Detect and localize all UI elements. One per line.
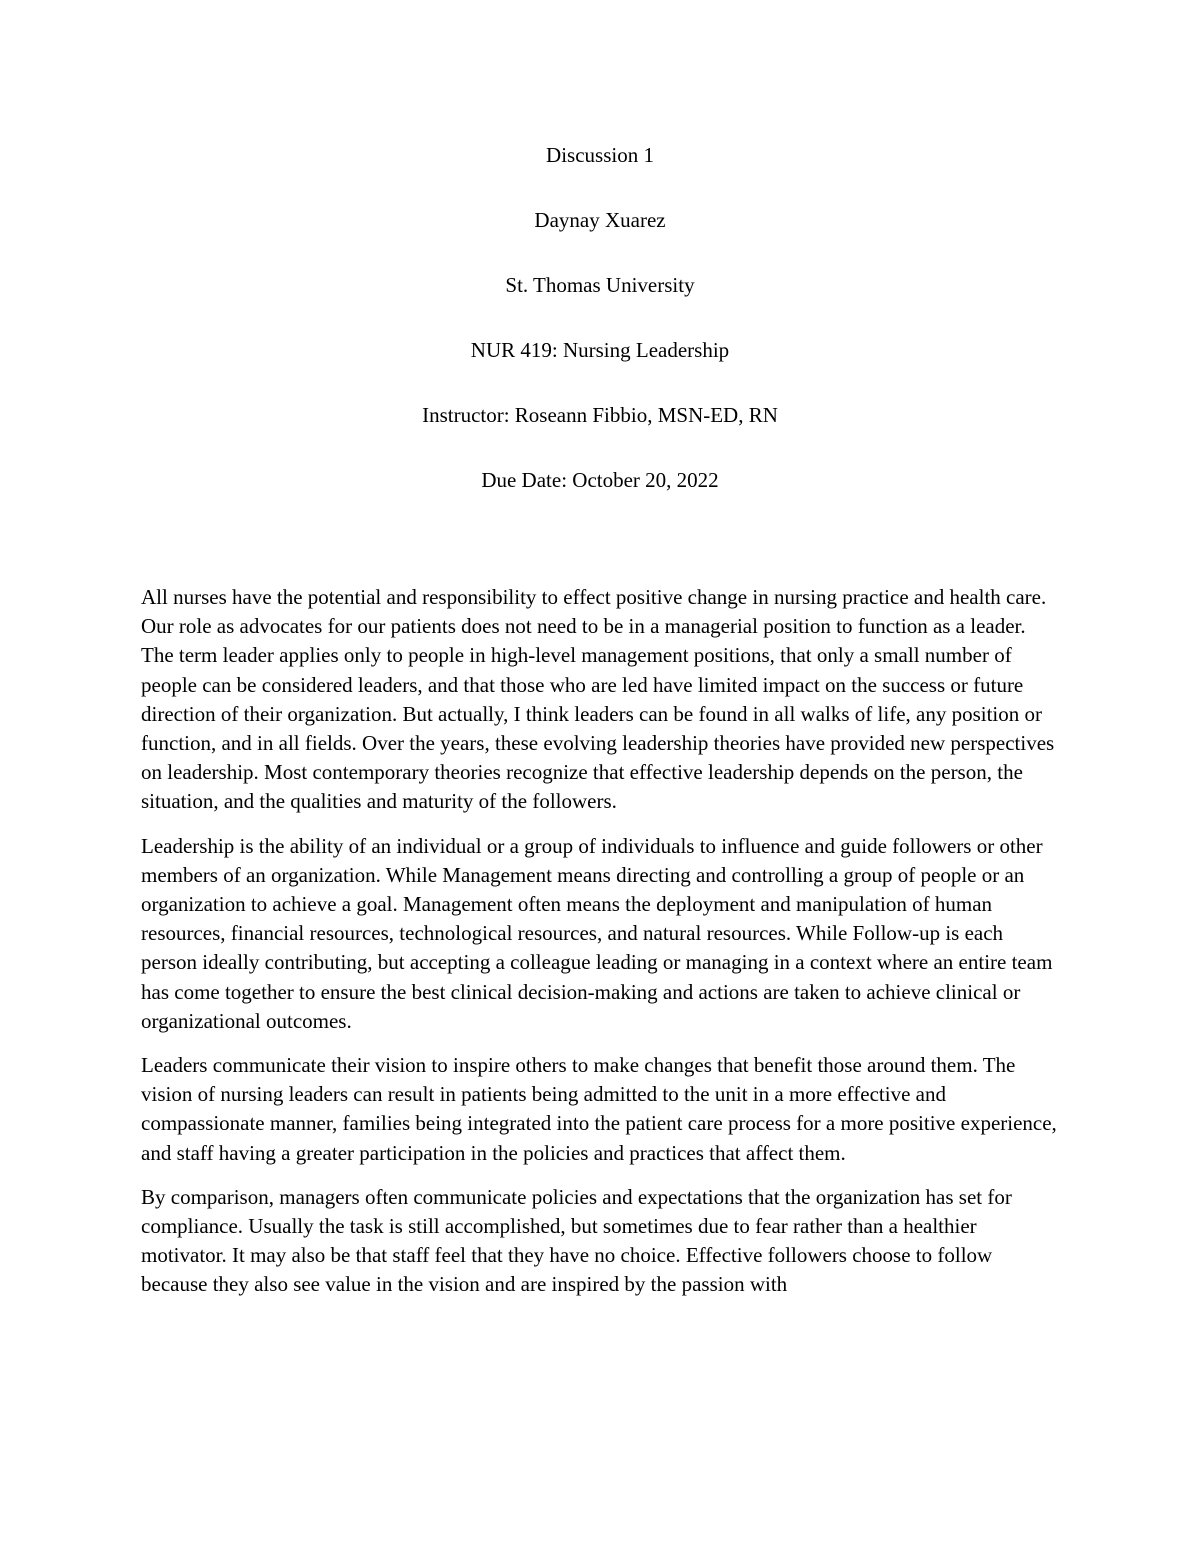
paragraph-2: Leadership is the ability of an individual or a group of individuals to influence and guide followers or other members of an organization. While Management means directing and controlling a group of people or an organization to achieve a goal. Management often means the deployment and manipulation of human resources, financial resources, technological resources, and natural resources. While Follow-up is each person ideally contributing, but accepting a colleague leading or managing in a context where an entire team has come together to ensure the best clinical decision-making and actions are taken to achieve clinical or organizational outcomes.: [141, 833, 1053, 1033]
body-text: [141, 583, 1061, 1315]
due-date: Due Date: October 20, 2022: [481, 468, 719, 492]
paragraph-1: All nurses have the potential and responsibility to effect positive change in nursing practice and health care. Our role as advocates for our patients does not need to be in a managerial position to function as a leader. The term leader applies only to people in high-level management positions, that only a small number of people can be considered leaders, and that those who are led have limited impact on the success or future direction of their organization. But actually, I think leaders can be found in all walks of life, any position or function, and in all fields. Over the years, these evolving leadership theories have provided new perspectives on leadership. Most contemporary theories recognize that effective leadership depends on the person, the situation, and the qualities and maturity of the followers.: [141, 585, 1055, 814]
author-name: Daynay Xuarez: [534, 208, 666, 232]
document-title: Discussion 1: [546, 143, 654, 167]
paragraph-4: By comparison, managers often communicate policies and expectations that the organization has set for compliance. Usually the task is still accomplished, but sometimes due to fear rather than a healthier motivator. It may also be that staff feel that they have no choice. Effective followers choose to follow because they also see value in the vision and are inspired by the passion with: [141, 1184, 1012, 1297]
institution-name: St. Thomas University: [505, 273, 695, 297]
paragraph-3: Leaders communicate their vision to inspire others to make changes that benefit those around them. The vision of nursing leaders can result in patients being admitted to the unit in a more effective and compassionate manner, families being integrated into the patient care process for a more positive experience, and staff having a greater participation in the policies and practices that affect them.: [141, 1053, 1057, 1165]
instructor-name: Instructor: Roseann Fibbio, MSN-ED, RN: [422, 403, 778, 427]
course-name: NUR 419: Nursing Leadership: [470, 338, 730, 362]
title-page-block: [0, 140, 1200, 530]
